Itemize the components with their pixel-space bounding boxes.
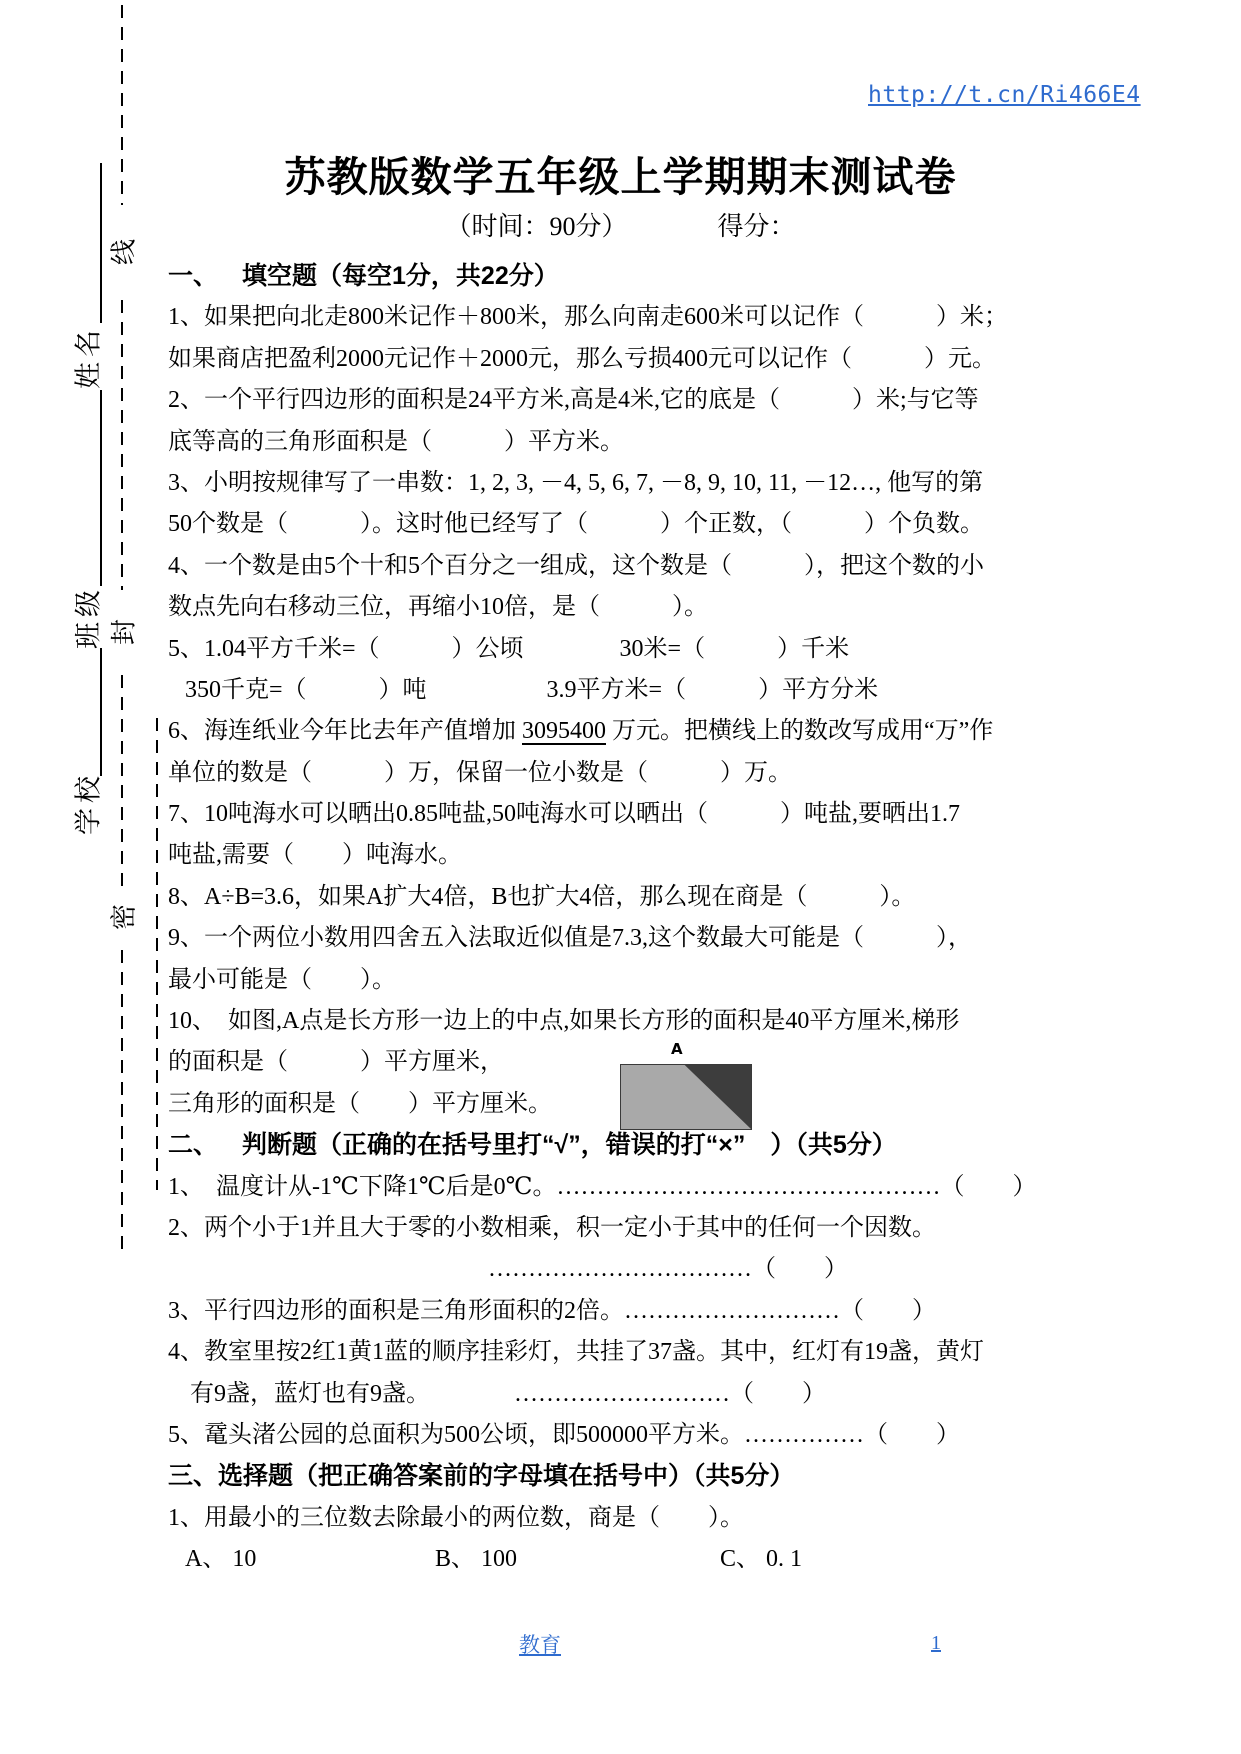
page-title: 苏教版数学五年级上学期期末测试卷 [284, 154, 957, 200]
score-label: 得分： [717, 212, 796, 241]
question-line: 如果商店把盈利2000元记作＋2000元，那么亏损400元可以记作（ ）元。 [168, 345, 996, 372]
question-line: 3、小明按规律写了一串数：1, 2, 3, －4, 5, 6, 7, －8, 9, 10, 11, －12…, 他写的第 [168, 469, 984, 496]
seal-char-xian: 线 [109, 238, 139, 266]
seal-char-feng: 封 [109, 618, 139, 646]
seal-dashed-line-segment [121, 675, 123, 890]
class-write-line [100, 390, 102, 586]
judgment-dots-line: ……………………………（ ） [488, 1256, 848, 1283]
figure-dark-triangle [621, 1065, 751, 1129]
question-line: 最小可能是（ ）。 [168, 966, 396, 993]
section1-title: 填空题（每空1分，共22分） [242, 262, 559, 290]
judgment-line: 2、两个小于1并且大于零的小数相乘，积一定小于其中的任何一个因数。 [168, 1214, 936, 1241]
choice-options-row [168, 1539, 1158, 1580]
figure-point-label: A [671, 1040, 683, 1058]
question-line: 2、一个平行四边形的面积是24平方米,高是4米,它的底是（ ）米;与它等 [168, 387, 979, 414]
section3-heading: 三、选择题（把正确答案前的字母填在括号中）（共5分） [168, 1462, 795, 1491]
school-field-label: 学校 [73, 771, 104, 835]
question-line: 三角形的面积是（ ）平方厘米。 [168, 1090, 552, 1117]
question-line: 底等高的三角形面积是（ ）平方米。 [168, 428, 624, 455]
question-line: 单位的数是（ ）万，保留一位小数是（ ）万。 [168, 759, 792, 786]
question-line: 8、A÷B=3.6，如果A扩大4倍，B也扩大4倍，那么现在商是（ ）。 [168, 883, 916, 910]
class-field-label: 班级 [73, 585, 104, 649]
q6-text-post: 万元。把横线上的数改写成用“万”作 [606, 718, 994, 745]
question-line: 350千克=（ ）吨 3.9平方米=（ ）平方分米 [185, 676, 879, 703]
question-line: 的面积是（ ）平方厘米， [168, 1049, 504, 1076]
footer-education-link[interactable]: 教育 [519, 1633, 561, 1657]
section2-title: 判断题（正确的在括号里打“√”，错误的打“×” ）（共5分） [242, 1131, 897, 1160]
q6-underlined-number: 3095400 [522, 718, 606, 745]
rectangle-figure [620, 1064, 752, 1130]
question-line: 10、 如图,A点是长方形一边上的中点,如果长方形的面积是40平方厘米,梯形 [168, 1008, 960, 1035]
seal-dashed-line-segment [121, 5, 123, 205]
judgment-line: 3、平行四边形的面积是三角形面积的2倍。………………………（ ） [168, 1297, 936, 1324]
option-a: A、 10 [185, 1546, 257, 1573]
seal-dashed-line-2 [156, 718, 158, 1190]
q6-text-pre: 6、海连纸业今年比去年产值增加 [168, 718, 522, 745]
question-line: 数点先向右移动三位，再缩小10倍，是（ ）。 [168, 594, 708, 621]
school-write-line [100, 648, 102, 776]
question-line: 50个数是（ ）。这时他已经写了（ ）个正数，（ ）个负数。 [168, 511, 984, 538]
section2-number: 二、 [168, 1131, 219, 1160]
section1-heading [168, 256, 1158, 297]
option-b: B、 100 [435, 1546, 518, 1573]
question-line: 吨盐,需要（ ）吨海水。 [168, 842, 462, 869]
seal-dashed-line-segment [121, 950, 123, 1250]
choice-question-line: 1、用最小的三位数去除最小的两位数，商是（ ）。 [168, 1504, 744, 1531]
question-line: 4、一个数是由5个十和5个百分之一组成，这个数是（ ），把这个数的小 [168, 552, 984, 579]
section2-heading [168, 1125, 1158, 1166]
seal-char-mi: 密 [109, 903, 139, 931]
seal-dashed-line-segment [121, 300, 123, 590]
subtitle-row [0, 206, 1241, 243]
judgment-line: 4、教室里按2红1黄1蓝的顺序挂彩灯，共挂了37盏。其中，红灯有19盏，黄灯 [168, 1339, 984, 1366]
judgment-line: 1、 温度计从-1℃下降1℃后是0℃。…………………………………………（ ） [168, 1173, 1037, 1200]
time-label: （时间：90分） [445, 212, 628, 241]
name-field-label: 姓名 [73, 325, 104, 389]
judgment-line: 5、鼋头渚公园的总面积为500公顷，即500000平方米。……………（ ） [168, 1421, 960, 1448]
page-number-link[interactable]: 1 [931, 1632, 941, 1654]
name-write-line [100, 163, 102, 323]
source-url-link[interactable]: http://t.cn/Ri466E4 [868, 82, 1141, 108]
question-line: 5、1.04平方千米=（ ）公顷 30米=（ ）千米 [168, 635, 850, 662]
section1-number: 一、 [168, 262, 219, 290]
judgment-line: 有9盏，蓝灯也有9盏。 ………………………（ ） [190, 1380, 826, 1407]
question-line: 7、10吨海水可以晒出0.85吨盐,50吨海水可以晒出（ ）吨盐,要晒出1.7 [168, 801, 960, 828]
question-line: 1、如果把向北走800米记作＋800米，那么向南走600米可以记作（ ）米； [168, 304, 1008, 331]
question-line-q6 [168, 711, 1158, 752]
exam-body [168, 256, 1158, 1581]
option-c: C、 0. 1 [720, 1546, 803, 1573]
question-line: 9、一个两位小数用四舍五入法取近似值是7.3,这个数最大可能是（ ）， [168, 925, 972, 952]
